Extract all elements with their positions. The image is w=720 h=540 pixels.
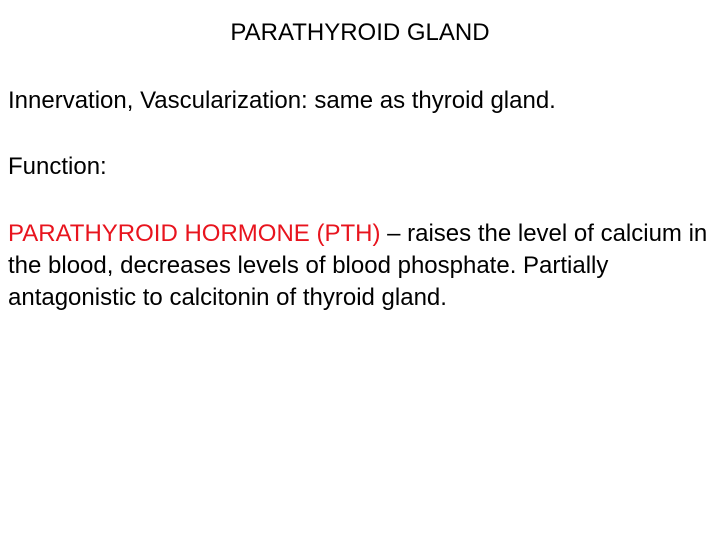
innervation-text: Innervation, Vascularization: same as thyroid gland.: [8, 87, 556, 114]
function-label: Function:: [8, 153, 107, 180]
hormone-name: PARATHYROID HORMONE (PTH): [8, 220, 381, 247]
hormone-paragraph: [8, 218, 712, 314]
slide-title: PARATHYROID GLAND: [230, 19, 490, 46]
hormone-description: – raises the level of calcium in the blood, decreases levels of blood phosphate. Partially antagonistic to calcitonin of thyroid gland.: [8, 220, 708, 311]
